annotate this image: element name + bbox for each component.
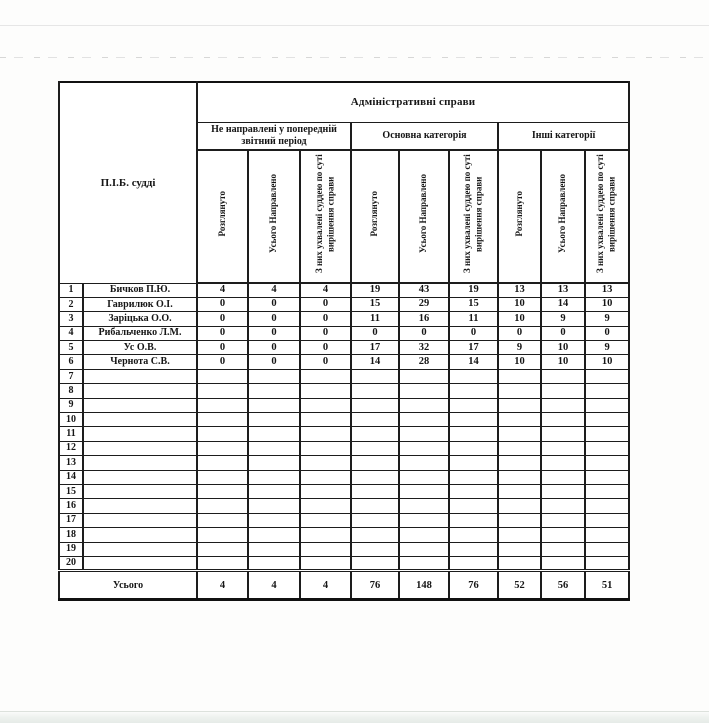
value-cell	[498, 513, 541, 527]
judge-name-cell: Гаврилюк О.І.	[83, 297, 197, 311]
value-cell: 0	[351, 326, 399, 340]
subheader-total-directed	[399, 150, 449, 283]
row-number-cell: 4	[59, 326, 83, 340]
table-row	[59, 542, 629, 556]
value-cell	[585, 369, 629, 383]
value-cell	[585, 470, 629, 484]
value-cell	[399, 427, 449, 441]
value-cell	[197, 441, 248, 455]
value-cell	[248, 513, 300, 527]
judges-cases-table	[58, 81, 630, 601]
value-cell	[248, 499, 300, 513]
value-cell: 0	[197, 326, 248, 340]
value-cell	[399, 398, 449, 412]
value-cell	[498, 499, 541, 513]
value-cell	[399, 441, 449, 455]
table-row	[59, 326, 629, 340]
value-cell: 14	[541, 297, 585, 311]
value-cell: 0	[248, 355, 300, 369]
subheader-reviewed-label: Розглянуто	[513, 191, 524, 237]
value-cell: 16	[399, 312, 449, 326]
value-cell: 19	[449, 283, 498, 297]
value-cell	[449, 556, 498, 570]
subheader-total-directed-label: Усього Направлено	[418, 174, 429, 254]
judge-name-cell	[83, 470, 197, 484]
value-cell	[300, 542, 351, 556]
value-cell	[449, 470, 498, 484]
row-number-cell: 20	[59, 556, 83, 570]
row-number-cell: 3	[59, 312, 83, 326]
value-cell	[541, 528, 585, 542]
value-cell: 10	[585, 355, 629, 369]
value-cell	[300, 369, 351, 383]
value-cell: 10	[541, 341, 585, 355]
value-cell	[197, 413, 248, 427]
row-number-cell: 16	[59, 499, 83, 513]
value-cell: 28	[399, 355, 449, 369]
totals-value-cell: 148	[399, 571, 449, 600]
subheader-decided-on-merits-label: З них ухвалені суддею по суті вирішення справи	[313, 154, 336, 274]
value-cell: 9	[541, 312, 585, 326]
table-row	[59, 484, 629, 498]
value-cell	[197, 556, 248, 570]
value-cell	[585, 456, 629, 470]
value-cell	[248, 384, 300, 398]
value-cell	[399, 499, 449, 513]
value-cell	[248, 528, 300, 542]
value-cell	[498, 441, 541, 455]
value-cell	[197, 427, 248, 441]
table-row	[59, 384, 629, 398]
value-cell	[585, 427, 629, 441]
totals-value-cell: 51	[585, 571, 629, 600]
value-cell: 17	[351, 341, 399, 355]
table-row	[59, 369, 629, 383]
value-cell	[248, 456, 300, 470]
value-cell	[541, 441, 585, 455]
table-row	[59, 297, 629, 311]
value-cell	[498, 413, 541, 427]
value-cell	[300, 427, 351, 441]
totals-label: Усього	[59, 571, 197, 600]
value-cell	[585, 499, 629, 513]
value-cell	[197, 542, 248, 556]
row-number-cell: 9	[59, 398, 83, 412]
subheader-decided-on-merits-label: З них ухвалені суддею по суті вирішення справи	[461, 154, 484, 274]
value-cell	[300, 413, 351, 427]
value-cell	[300, 513, 351, 527]
value-cell	[351, 484, 399, 498]
value-cell	[399, 369, 449, 383]
totals-value-cell: 4	[248, 571, 300, 600]
value-cell	[248, 441, 300, 455]
group-header-other-categories: Інші категорії	[498, 122, 629, 150]
value-cell: 15	[351, 297, 399, 311]
value-cell	[351, 456, 399, 470]
value-cell	[351, 369, 399, 383]
scan-artifact-dashed-line	[0, 57, 709, 58]
group-header-main-category: Основна категорія	[351, 122, 498, 150]
group-header-previous-period: Не направлені у попередній звітний період	[197, 122, 351, 150]
value-cell	[399, 413, 449, 427]
row-number-cell: 1	[59, 283, 83, 297]
subheader-total-directed	[541, 150, 585, 283]
value-cell: 0	[300, 297, 351, 311]
value-cell	[248, 556, 300, 570]
value-cell	[300, 384, 351, 398]
value-cell	[449, 427, 498, 441]
value-cell	[197, 470, 248, 484]
judge-name-cell	[83, 398, 197, 412]
judge-name-cell	[83, 369, 197, 383]
value-cell: 0	[197, 341, 248, 355]
judge-name-cell	[83, 528, 197, 542]
value-cell: 0	[248, 341, 300, 355]
judge-name-cell	[83, 556, 197, 570]
value-cell	[248, 369, 300, 383]
value-cell: 0	[197, 355, 248, 369]
value-cell: 11	[351, 312, 399, 326]
report-table-sheet	[58, 81, 630, 601]
judge-name-cell: Чернота С.В.	[83, 355, 197, 369]
row-number-cell: 8	[59, 384, 83, 398]
row-number-cell: 19	[59, 542, 83, 556]
judge-name-cell	[83, 427, 197, 441]
subheader-decided-on-merits	[449, 150, 498, 283]
value-cell	[541, 542, 585, 556]
value-cell: 0	[197, 312, 248, 326]
value-cell: 29	[399, 297, 449, 311]
table-row	[59, 413, 629, 427]
value-cell	[585, 528, 629, 542]
value-cell	[248, 427, 300, 441]
value-cell	[585, 542, 629, 556]
value-cell	[541, 456, 585, 470]
value-cell: 4	[248, 283, 300, 297]
value-cell	[197, 528, 248, 542]
table-row	[59, 499, 629, 513]
value-cell: 0	[449, 326, 498, 340]
value-cell: 14	[351, 355, 399, 369]
judge-name-header: П.І.Б. судді	[59, 82, 197, 283]
subheader-decided-on-merits	[300, 150, 351, 283]
table-row	[59, 355, 629, 369]
judge-name-cell: Заріцька О.О.	[83, 312, 197, 326]
value-cell	[351, 528, 399, 542]
value-cell: 11	[449, 312, 498, 326]
row-number-cell: 17	[59, 513, 83, 527]
value-cell	[585, 398, 629, 412]
value-cell: 10	[498, 355, 541, 369]
value-cell: 0	[248, 312, 300, 326]
value-cell	[449, 542, 498, 556]
value-cell	[449, 384, 498, 398]
value-cell	[351, 384, 399, 398]
value-cell	[300, 528, 351, 542]
table-row	[59, 283, 629, 297]
value-cell	[399, 384, 449, 398]
table-row	[59, 398, 629, 412]
value-cell	[248, 413, 300, 427]
value-cell	[197, 513, 248, 527]
value-cell	[449, 499, 498, 513]
value-cell: 0	[248, 326, 300, 340]
value-cell	[399, 542, 449, 556]
value-cell	[351, 499, 399, 513]
value-cell	[449, 398, 498, 412]
row-number-cell: 7	[59, 369, 83, 383]
value-cell	[498, 528, 541, 542]
value-cell	[541, 499, 585, 513]
table-row	[59, 441, 629, 455]
value-cell: 0	[541, 326, 585, 340]
value-cell: 15	[449, 297, 498, 311]
judge-name-cell	[83, 499, 197, 513]
judge-name-cell	[83, 484, 197, 498]
totals-row	[59, 571, 629, 600]
value-cell: 43	[399, 283, 449, 297]
value-cell	[541, 556, 585, 570]
value-cell	[399, 470, 449, 484]
value-cell: 4	[300, 283, 351, 297]
value-cell	[399, 456, 449, 470]
value-cell: 0	[300, 355, 351, 369]
subheader-decided-on-merits-label: З них ухвалені суддею по суті вирішення справи	[595, 154, 618, 274]
value-cell	[449, 413, 498, 427]
row-number-cell: 10	[59, 413, 83, 427]
value-cell: 10	[498, 297, 541, 311]
value-cell	[498, 369, 541, 383]
row-number-cell: 15	[59, 484, 83, 498]
value-cell: 4	[197, 283, 248, 297]
value-cell	[585, 441, 629, 455]
value-cell	[248, 470, 300, 484]
value-cell	[351, 413, 399, 427]
table-body	[59, 283, 629, 571]
value-cell	[449, 369, 498, 383]
value-cell	[300, 398, 351, 412]
judge-name-cell	[83, 513, 197, 527]
totals-value-cell: 4	[197, 571, 248, 600]
value-cell	[300, 470, 351, 484]
value-cell	[585, 384, 629, 398]
value-cell: 10	[498, 312, 541, 326]
value-cell	[351, 470, 399, 484]
value-cell: 0	[498, 326, 541, 340]
value-cell: 9	[585, 312, 629, 326]
row-number-cell: 2	[59, 297, 83, 311]
value-cell	[541, 470, 585, 484]
value-cell	[449, 441, 498, 455]
value-cell: 17	[449, 341, 498, 355]
value-cell	[541, 369, 585, 383]
value-cell	[585, 484, 629, 498]
table-row	[59, 312, 629, 326]
judge-name-cell: Рибальченко Л.М.	[83, 326, 197, 340]
value-cell	[248, 398, 300, 412]
judge-name-cell	[83, 456, 197, 470]
value-cell	[498, 542, 541, 556]
table-row	[59, 528, 629, 542]
value-cell	[197, 456, 248, 470]
value-cell	[351, 398, 399, 412]
value-cell: 14	[449, 355, 498, 369]
value-cell	[498, 470, 541, 484]
value-cell: 32	[399, 341, 449, 355]
value-cell: 0	[300, 326, 351, 340]
subheader-decided-on-merits	[585, 150, 629, 283]
value-cell	[248, 484, 300, 498]
judge-name-cell	[83, 384, 197, 398]
totals-value-cell: 76	[351, 571, 399, 600]
totals-value-cell: 56	[541, 571, 585, 600]
judge-name-cell: Бичков П.Ю.	[83, 283, 197, 297]
value-cell	[541, 484, 585, 498]
value-cell	[498, 484, 541, 498]
value-cell	[197, 384, 248, 398]
value-cell	[449, 528, 498, 542]
value-cell	[300, 499, 351, 513]
value-cell: 9	[585, 341, 629, 355]
value-cell	[498, 398, 541, 412]
value-cell	[351, 427, 399, 441]
table-row	[59, 556, 629, 570]
table-row	[59, 470, 629, 484]
value-cell	[351, 556, 399, 570]
value-cell	[541, 413, 585, 427]
value-cell	[197, 499, 248, 513]
table-row	[59, 427, 629, 441]
value-cell	[449, 513, 498, 527]
value-cell	[248, 542, 300, 556]
scan-artifact-line	[0, 25, 709, 26]
row-number-cell: 14	[59, 470, 83, 484]
value-cell	[585, 556, 629, 570]
row-number-cell: 11	[59, 427, 83, 441]
value-cell	[399, 556, 449, 570]
subheader-reviewed-label: Розглянуто	[369, 191, 380, 237]
value-cell	[399, 484, 449, 498]
value-cell	[541, 427, 585, 441]
value-cell: 0	[399, 326, 449, 340]
value-cell	[498, 384, 541, 398]
value-cell	[541, 513, 585, 527]
value-cell: 9	[498, 341, 541, 355]
value-cell	[197, 369, 248, 383]
admin-cases-header: Адміністративні справи	[197, 82, 629, 122]
subheader-total-directed	[248, 150, 300, 283]
judge-name-cell	[83, 441, 197, 455]
subheader-reviewed	[498, 150, 541, 283]
value-cell	[541, 384, 585, 398]
value-cell	[449, 456, 498, 470]
judge-name-cell	[83, 542, 197, 556]
subheader-reviewed	[197, 150, 248, 283]
scan-artifact-bottom-band	[0, 711, 709, 723]
value-cell	[300, 484, 351, 498]
value-cell	[498, 427, 541, 441]
totals-value-cell: 76	[449, 571, 498, 600]
value-cell: 13	[585, 283, 629, 297]
table-row	[59, 513, 629, 527]
value-cell	[300, 441, 351, 455]
value-cell	[300, 456, 351, 470]
row-number-cell: 6	[59, 355, 83, 369]
table-row	[59, 341, 629, 355]
value-cell: 0	[248, 297, 300, 311]
value-cell	[197, 484, 248, 498]
value-cell: 13	[541, 283, 585, 297]
row-number-cell: 12	[59, 441, 83, 455]
row-number-cell: 5	[59, 341, 83, 355]
subheader-total-directed-label: Усього Направлено	[557, 174, 568, 254]
totals-value-cell: 52	[498, 571, 541, 600]
value-cell	[541, 398, 585, 412]
value-cell: 0	[585, 326, 629, 340]
value-cell: 10	[541, 355, 585, 369]
value-cell: 19	[351, 283, 399, 297]
value-cell	[351, 513, 399, 527]
value-cell	[498, 556, 541, 570]
subheader-reviewed-label: Розглянуто	[216, 191, 227, 237]
totals-value-cell: 4	[300, 571, 351, 600]
value-cell	[399, 528, 449, 542]
value-cell: 10	[585, 297, 629, 311]
judge-name-cell: Ус О.В.	[83, 341, 197, 355]
subheader-total-directed-label: Усього Направлено	[268, 174, 279, 254]
row-number-cell: 13	[59, 456, 83, 470]
value-cell	[585, 513, 629, 527]
value-cell	[585, 413, 629, 427]
value-cell	[399, 513, 449, 527]
value-cell	[197, 398, 248, 412]
value-cell	[300, 556, 351, 570]
value-cell: 13	[498, 283, 541, 297]
row-number-cell: 18	[59, 528, 83, 542]
value-cell	[498, 456, 541, 470]
value-cell: 0	[300, 312, 351, 326]
value-cell	[449, 484, 498, 498]
judge-name-cell	[83, 413, 197, 427]
table-row	[59, 456, 629, 470]
value-cell: 0	[197, 297, 248, 311]
subheader-reviewed	[351, 150, 399, 283]
value-cell	[351, 542, 399, 556]
value-cell: 0	[300, 341, 351, 355]
value-cell	[351, 441, 399, 455]
